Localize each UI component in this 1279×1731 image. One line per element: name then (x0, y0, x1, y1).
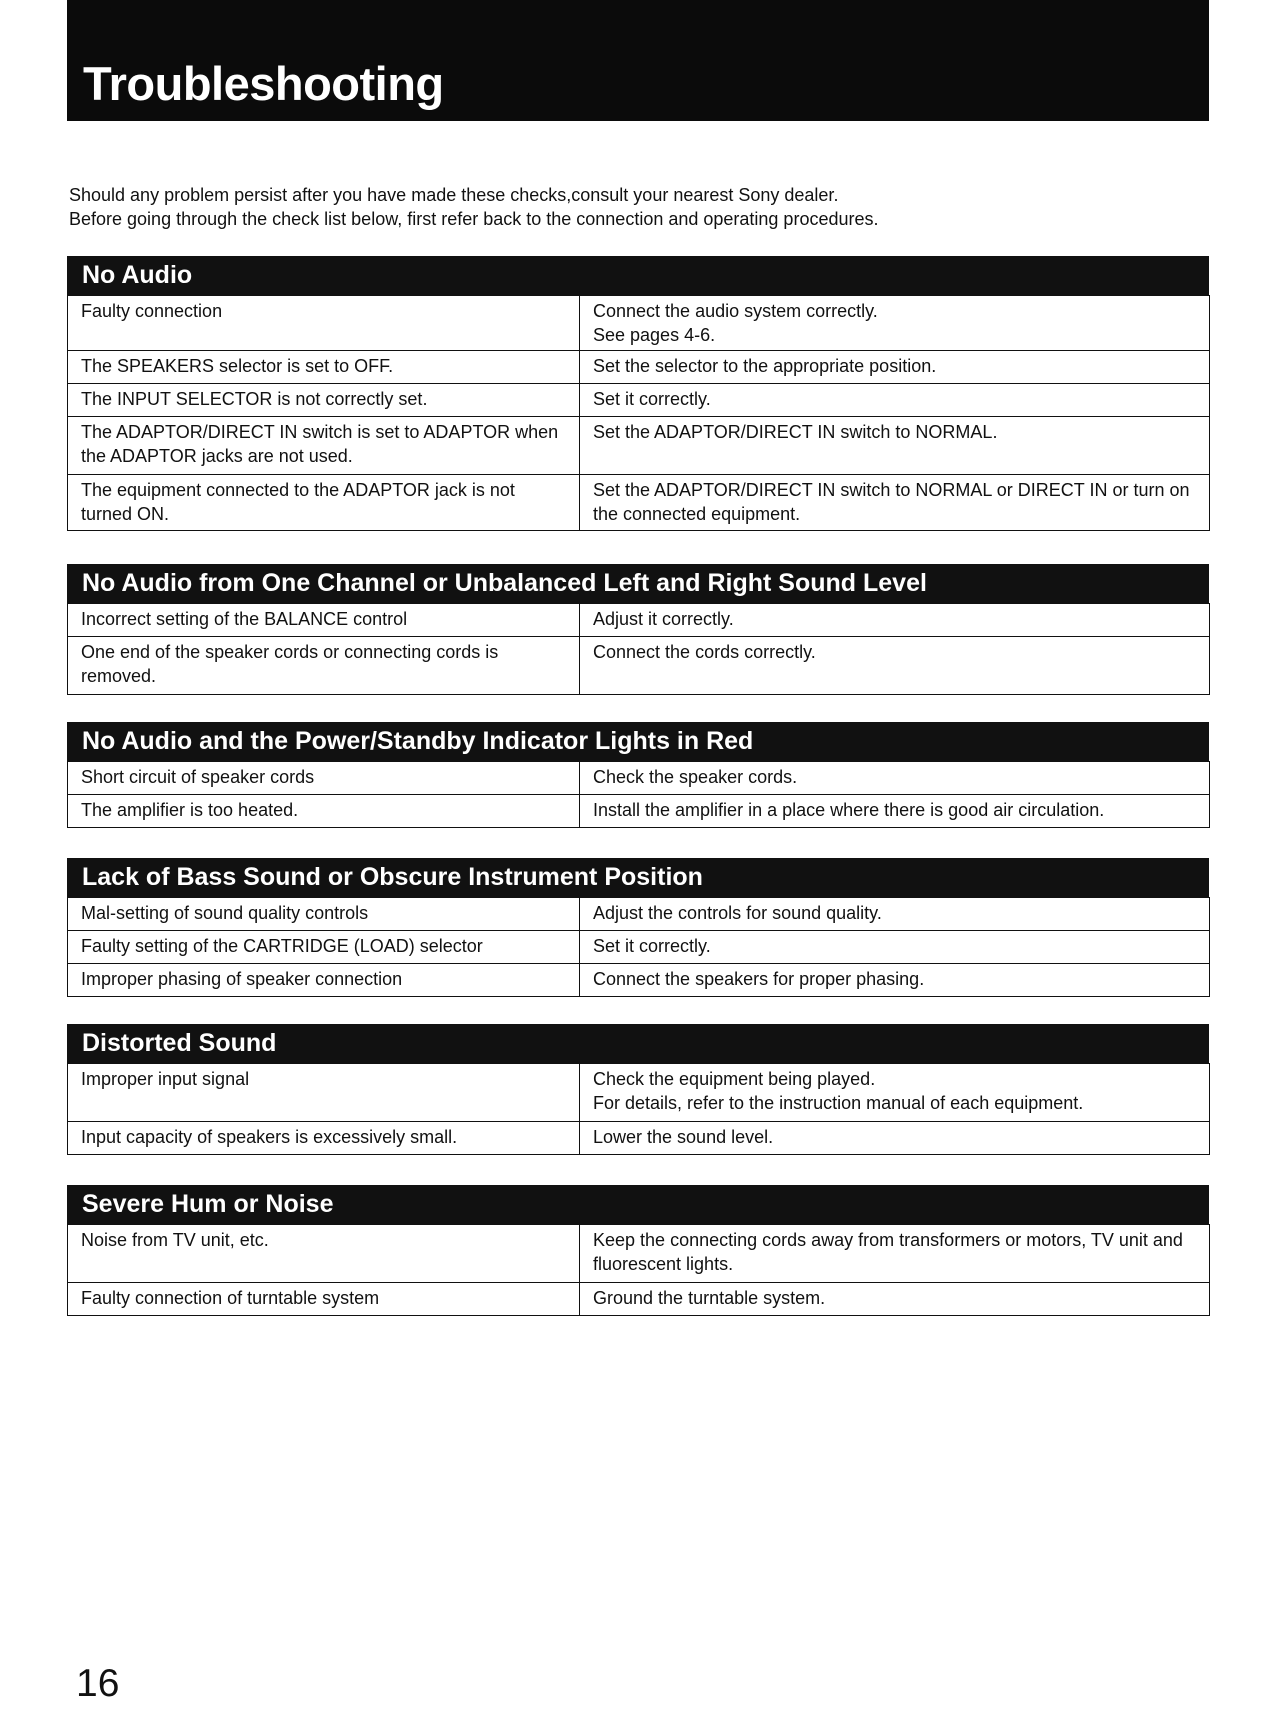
table-row (68, 637, 1210, 695)
remedy-cell: Ground the turntable system. (580, 1283, 1210, 1316)
table-row (68, 351, 1210, 384)
section-no-audio-one-channel (67, 564, 1209, 695)
remedy-cell: Connect the cords correctly. (580, 637, 1210, 695)
table-row (68, 417, 1210, 475)
cause-cell: Faulty connection (68, 296, 580, 351)
troubleshooting-table (67, 1224, 1210, 1316)
cause-cell: Improper input signal (68, 1064, 580, 1122)
table-row (68, 384, 1210, 417)
troubleshooting-table (67, 897, 1210, 997)
cause-cell: Faulty setting of the CARTRIDGE (LOAD) selector (68, 931, 580, 964)
cause-cell: The INPUT SELECTOR is not correctly set. (68, 384, 580, 417)
cause-cell: The ADAPTOR/DIRECT IN switch is set to ADAPTOR when the ADAPTOR jacks are not used. (68, 417, 580, 475)
table-row (68, 475, 1210, 531)
troubleshooting-table (67, 761, 1210, 828)
table-row (68, 1225, 1210, 1283)
remedy-cell: Check the equipment being played. For details, refer to the instruction manual of each equipment. (580, 1064, 1210, 1122)
cause-cell: Faulty connection of turntable system (68, 1283, 580, 1316)
intro-line-2: Before going through the check list below, first refer back to the connection and operating procedures. (69, 209, 879, 229)
intro-line-1: Should any problem persist after you have made these checks,consult your nearest Sony dealer. (69, 185, 839, 205)
section-header: No Audio from One Channel or Unbalanced Left and Right Sound Level (67, 564, 1209, 603)
remedy-cell: Connect the audio system correctly. See pages 4-6. (580, 296, 1210, 351)
remedy-cell: Set the selector to the appropriate position. (580, 351, 1210, 384)
page-title-bar (67, 0, 1209, 121)
cause-cell: Mal-setting of sound quality controls (68, 898, 580, 931)
page-title: Troubleshooting (83, 57, 444, 110)
page-number: 16 (76, 1662, 120, 1705)
cause-cell: The SPEAKERS selector is set to OFF. (68, 351, 580, 384)
table-row (68, 604, 1210, 637)
remedy-cell: Adjust it correctly. (580, 604, 1210, 637)
cause-cell: One end of the speaker cords or connecting cords is removed. (68, 637, 580, 695)
cause-cell: The equipment connected to the ADAPTOR jack is not turned ON. (68, 475, 580, 531)
troubleshooting-table (67, 603, 1210, 695)
cause-cell: Incorrect setting of the BALANCE control (68, 604, 580, 637)
remedy-cell: Set it correctly. (580, 384, 1210, 417)
table-row (68, 931, 1210, 964)
table-row (68, 762, 1210, 795)
remedy-cell: Set the ADAPTOR/DIRECT IN switch to NORMAL. (580, 417, 1210, 475)
remedy-cell: Connect the speakers for proper phasing. (580, 964, 1210, 997)
troubleshooting-table (67, 295, 1210, 531)
cause-cell: Short circuit of speaker cords (68, 762, 580, 795)
remedy-cell: Keep the connecting cords away from transformers or motors, TV unit and fluorescent lights. (580, 1225, 1210, 1283)
table-row (68, 1283, 1210, 1316)
table-row (68, 964, 1210, 997)
cause-cell: The amplifier is too heated. (68, 795, 580, 828)
section-header: Lack of Bass Sound or Obscure Instrument Position (67, 858, 1209, 897)
section-distorted-sound (67, 1024, 1209, 1155)
section-power-indicator-red (67, 722, 1209, 828)
section-header: Severe Hum or Noise (67, 1185, 1209, 1224)
remedy-cell: Adjust the controls for sound quality. (580, 898, 1210, 931)
remedy-cell: Check the speaker cords. (580, 762, 1210, 795)
remedy-cell: Set it correctly. (580, 931, 1210, 964)
table-row (68, 1122, 1210, 1155)
remedy-cell: Lower the sound level. (580, 1122, 1210, 1155)
table-row (68, 795, 1210, 828)
table-row (68, 1064, 1210, 1122)
section-severe-hum (67, 1185, 1209, 1316)
table-row (68, 296, 1210, 351)
cause-cell: Improper phasing of speaker connection (68, 964, 580, 997)
cause-cell: Noise from TV unit, etc. (68, 1225, 580, 1283)
remedy-cell: Install the amplifier in a place where there is good air circulation. (580, 795, 1210, 828)
cause-cell: Input capacity of speakers is excessively small. (68, 1122, 580, 1155)
remedy-cell: Set the ADAPTOR/DIRECT IN switch to NORMAL or DIRECT IN or turn on the connected equipment. (580, 475, 1210, 531)
section-header: No Audio and the Power/Standby Indicator Lights in Red (67, 722, 1209, 761)
table-row (68, 898, 1210, 931)
section-no-audio (67, 256, 1209, 531)
section-header: No Audio (67, 256, 1209, 295)
intro-text (69, 183, 1209, 231)
section-lack-of-bass (67, 858, 1209, 997)
section-header: Distorted Sound (67, 1024, 1209, 1063)
troubleshooting-table (67, 1063, 1210, 1155)
